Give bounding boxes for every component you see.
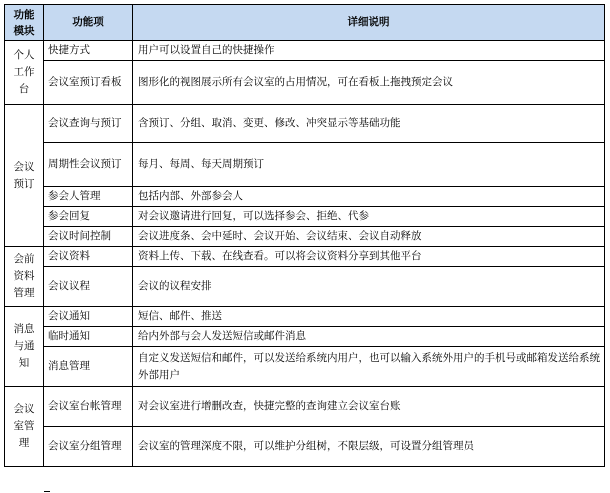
feature-cell: 周期性会议预订 (44, 143, 133, 187)
module-cell-booking (5, 105, 44, 247)
header-module-text: 功能模块 (13, 8, 35, 37)
table-row (5, 267, 605, 307)
detail-cell: 图形化的视图展示所有会议室的占用情况，可在看板上拖拽预定会议 (133, 61, 605, 105)
feature-cell: 会议查询与预订 (44, 105, 133, 143)
module-cell-materials (5, 247, 44, 307)
table-row (5, 307, 605, 327)
feature-cell: 快捷方式 (44, 41, 133, 61)
detail-cell: 短信、邮件、推送 (133, 307, 605, 327)
detail-cell: 用户可以设置自己的快捷操作 (133, 41, 605, 61)
detail-cell: 给内外部与会人发送短信或邮件消息 (133, 327, 605, 347)
table-row (5, 327, 605, 347)
feature-cell: 会议资料 (44, 247, 133, 267)
detail-cell: 对会议邀请进行回复，可以选择参会、拒绝、代参 (133, 207, 605, 227)
table-header-row (5, 5, 605, 41)
detail-cell: 自定义发送短信和邮件，可以发送给系统内用户，也可以输入系统外用户的手机号或邮箱发送给系统外部用户 (133, 347, 605, 387)
header-detail: 详细说明 (133, 5, 605, 41)
table-row (5, 187, 605, 207)
feature-cell: 会议议程 (44, 267, 133, 307)
feature-table (4, 4, 605, 467)
feature-cell: 会议通知 (44, 307, 133, 327)
detail-cell: 含预订、分组、取消、变更、修改、冲突显示等基础功能 (133, 105, 605, 143)
detail-cell: 包括内部、外部参会人 (133, 187, 605, 207)
table-row (5, 347, 605, 387)
table-row (5, 387, 605, 427)
module-cell-notifications (5, 307, 44, 387)
module-text: 消息与通知 (13, 323, 35, 369)
header-feature: 功能项 (44, 5, 133, 41)
module-text: 会议预订 (13, 160, 35, 190)
table-row (5, 61, 605, 105)
table-row (5, 207, 605, 227)
detail-cell: 会议室的管理深度不限，可以维护分组树，不限层级，可设置分组管理员 (133, 427, 605, 467)
detail-cell: 会议进度条、会中延时、会议开始、会议结束、会议自动释放 (133, 227, 605, 247)
table-row (5, 143, 605, 187)
feature-cell: 会议室台帐管理 (44, 387, 133, 427)
feature-cell: 会议时间控制 (44, 227, 133, 247)
module-text: 个人工作台 (13, 49, 35, 95)
feature-cell: 会议室预订看板 (44, 61, 133, 105)
module-cell-room-management (5, 387, 44, 467)
module-text: 会议室管理 (13, 403, 35, 449)
feature-cell: 参会回复 (44, 207, 133, 227)
detail-cell: 每月、每周、每天周期预订 (133, 143, 605, 187)
table-row (5, 247, 605, 267)
module-text: 会前资料管理 (13, 253, 35, 299)
feature-cell: 临时通知 (44, 327, 133, 347)
table-row (5, 41, 605, 61)
detail-cell: 资料上传、下载、在线查看。可以将会议资料分享到其他平台 (133, 247, 605, 267)
module-cell-workbench (5, 41, 44, 105)
header-module (5, 5, 44, 41)
table-row (5, 427, 605, 467)
feature-table-container (4, 4, 605, 467)
detail-cell: 会议的议程安排 (133, 267, 605, 307)
table-row (5, 105, 605, 143)
detail-cell: 对会议室进行增删改查，快捷完整的查询建立会议室台账 (133, 387, 605, 427)
feature-cell: 会议室分组管理 (44, 427, 133, 467)
table-row (5, 227, 605, 247)
bottom-tick-mark (44, 488, 50, 492)
feature-cell: 参会人管理 (44, 187, 133, 207)
feature-cell: 消息管理 (44, 347, 133, 387)
